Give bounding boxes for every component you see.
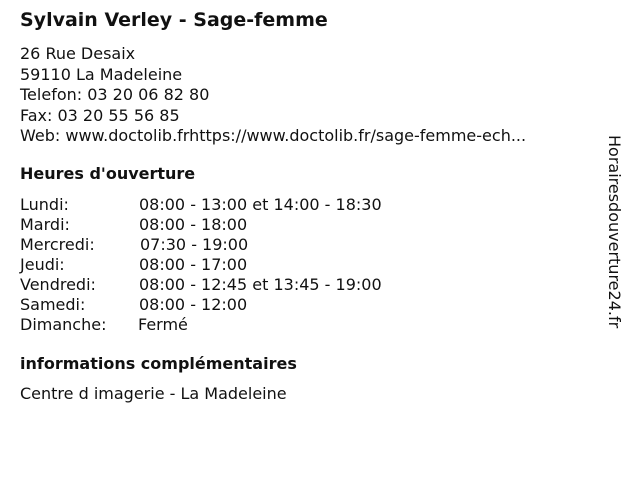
time-value: 08:00 - 17:00 <box>139 255 248 274</box>
info-heading: informations complémentaires <box>20 354 297 373</box>
website: Web: www.doctolib.frhttps://www.doctolib.fr/sage-femme-ech... <box>20 126 527 145</box>
day-label: Mercredi: <box>20 235 95 254</box>
day-label: Lundi: <box>20 195 69 214</box>
contact-block <box>20 44 526 147</box>
day-label: Vendredi: <box>20 275 96 294</box>
phone-number: Telefon: 03 20 06 82 80 <box>20 85 210 104</box>
day-label: Samedi: <box>20 295 86 314</box>
time-value: 08:00 - 13:00 et 14:00 - 18:30 <box>139 195 382 214</box>
day-label: Dimanche: <box>20 315 107 334</box>
time-value: 08:00 - 18:00 <box>139 215 248 234</box>
day-label: Jeudi: <box>20 255 65 274</box>
site-watermark: Horairesdouverture24.fr <box>605 135 624 329</box>
info-text: Centre d imagerie - La Madeleine <box>20 384 287 403</box>
address-street: 26 Rue Desaix <box>20 44 136 63</box>
time-value: Fermé <box>138 315 188 334</box>
hours-heading: Heures d'ouverture <box>20 164 196 183</box>
fax-number: Fax: 03 20 55 56 85 <box>20 105 180 125</box>
time-value: 08:00 - 12:45 et 13:45 - 19:00 <box>139 275 382 294</box>
business-title: Sylvain Verley - Sage-femme <box>20 9 328 31</box>
day-label: Mardi: <box>20 215 70 234</box>
time-value: 08:00 - 12:00 <box>139 295 248 314</box>
address-city: 59110 La Madeleine <box>20 64 183 84</box>
time-value: 07:30 - 19:00 <box>140 235 249 254</box>
